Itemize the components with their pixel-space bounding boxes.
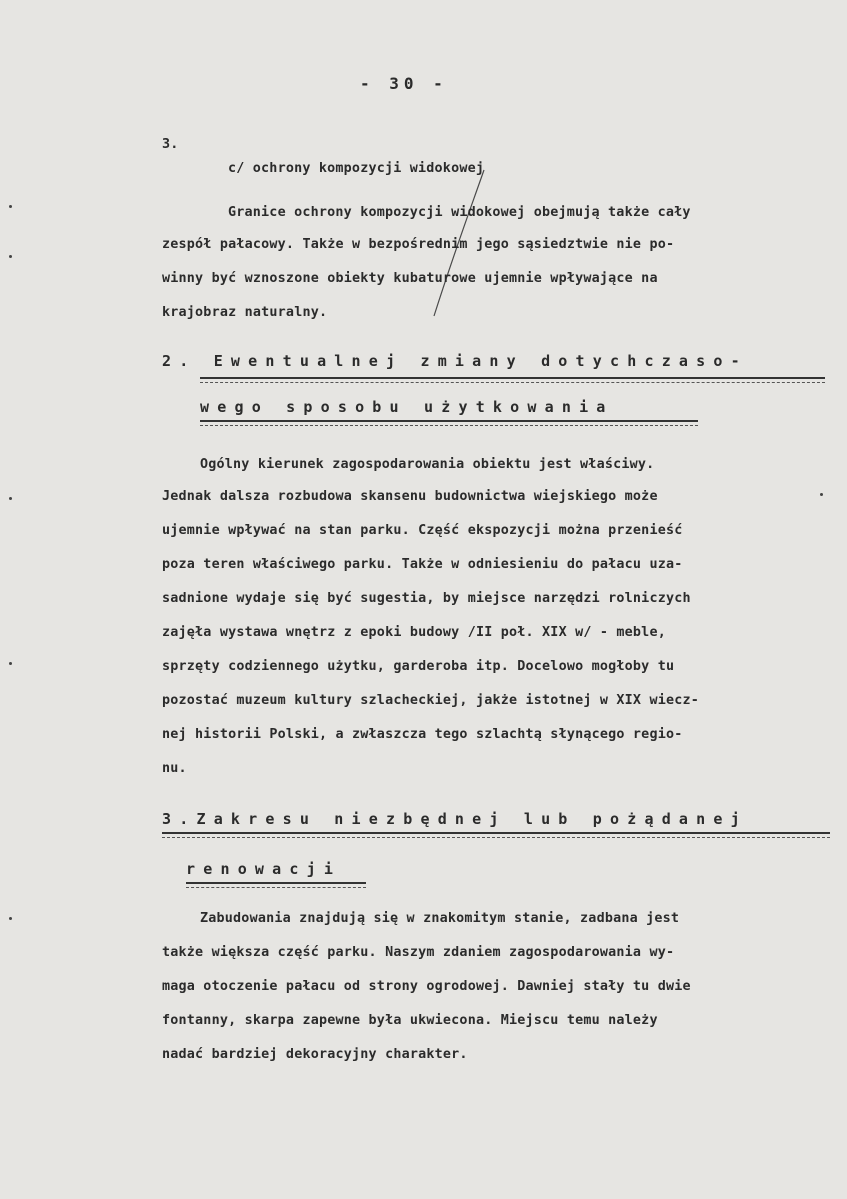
paragraph-line: poza teren właściwego parku. Także w odniesieniu do pałacu uza- bbox=[162, 557, 683, 572]
heading-underline bbox=[200, 420, 698, 426]
paragraph-line: nej historii Polski, a zwłaszcza tego szlachtą słynącego regio- bbox=[162, 727, 683, 742]
paragraph-line: sprzęty codziennego użytku, garderoba itp. Docelowo mogłoby tu bbox=[162, 659, 675, 674]
paragraph-line: ujemnie wpływać na stan parku. Część ekspozycji można przenieść bbox=[162, 523, 683, 538]
heading-underline bbox=[162, 832, 830, 838]
margin-mark bbox=[9, 917, 12, 920]
paragraph-line: nadać bardziej dekoracyjny charakter. bbox=[162, 1047, 468, 1062]
subsection-title: c/ ochrony kompozycji widokowej bbox=[228, 161, 485, 176]
paragraph-line: Granice ochrony kompozycji widokowej obejmują także cały bbox=[228, 205, 691, 220]
paragraph-line: krajobraz naturalny. bbox=[162, 305, 328, 320]
paragraph-line: Ogólny kierunek zagospodarowania obiektu jest właściwy. bbox=[200, 457, 655, 472]
heading-underline bbox=[200, 377, 825, 383]
paragraph-line: maga otoczenie pałacu od strony ogrodowej. Dawniej stały tu dwie bbox=[162, 979, 691, 994]
margin-mark bbox=[9, 497, 12, 500]
page-number: - 30 - bbox=[360, 74, 448, 93]
section-heading-3-cont: renowacji bbox=[186, 860, 342, 878]
paragraph-line: zajęła wystawa wnętrz z epoki budowy /II poł. XIX w/ - meble, bbox=[162, 625, 666, 640]
paragraph-line: winny być wznoszone obiekty kubaturowe ujemnie wpływające na bbox=[162, 271, 658, 286]
paragraph-line: także większa część parku. Naszym zdaniem zagospodarowania wy- bbox=[162, 945, 675, 960]
paragraph-line: fontanny, skarpa zapewne była ukwiecona. Miejscu temu należy bbox=[162, 1013, 658, 1028]
paragraph-line: Jednak dalsza rozbudowa skansenu budownictwa wiejskiego może bbox=[162, 489, 658, 504]
section-heading-2-cont: wego sposobu użytkowania bbox=[200, 398, 614, 416]
section-heading-3: 3.Zakresu niezbędnej lub pożądanej bbox=[162, 810, 748, 828]
paragraph-line: Zabudowania znajdują się w znakomitym stanie, zadbana jest bbox=[200, 911, 680, 926]
margin-mark bbox=[9, 255, 12, 258]
heading-underline bbox=[186, 882, 366, 888]
margin-mark bbox=[820, 493, 823, 496]
paragraph-line: pozostać muzeum kultury szlacheckiej, jakże istotnej w XIX wiecz- bbox=[162, 693, 700, 708]
margin-mark bbox=[9, 662, 12, 665]
margin-mark bbox=[9, 205, 12, 208]
paragraph-line: sadnione wydaje się być sugestia, by miejsce narzędzi rolniczych bbox=[162, 591, 691, 606]
paragraph-line: zespół pałacowy. Także w bezpośrednim jego sąsiedztwie nie po- bbox=[162, 237, 675, 252]
paragraph-line: nu. bbox=[162, 761, 187, 776]
section-heading-2: 2. Ewentualnej zmiany dotychczaso- bbox=[162, 352, 748, 370]
section-marker: 3. bbox=[162, 137, 179, 152]
